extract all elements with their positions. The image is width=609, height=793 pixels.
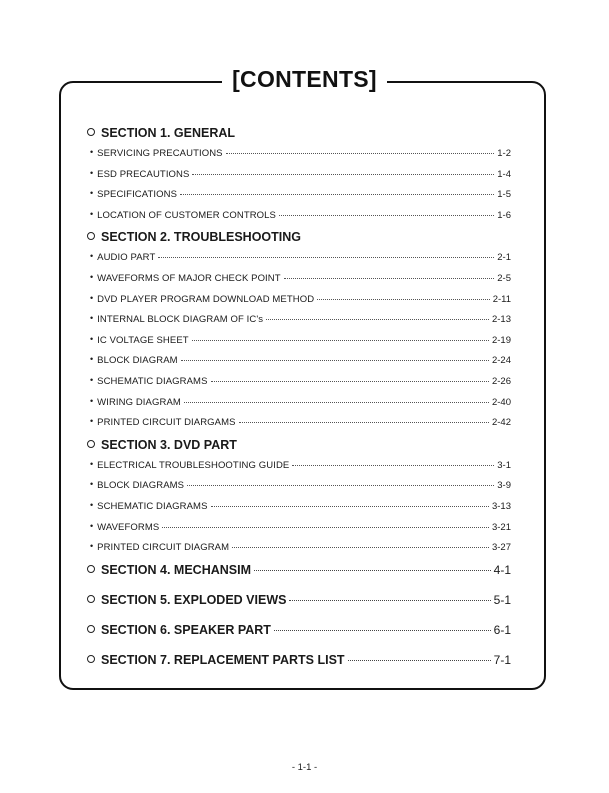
section-heading[interactable]: [87, 563, 511, 593]
bullet-dot-icon: •: [90, 416, 94, 427]
toc-entry-page: 2-26: [491, 375, 511, 387]
page-number: - 1-1 -: [291, 762, 318, 773]
section-title: SECTION 2. TROUBLESHOOTING: [101, 230, 302, 245]
toc-entry[interactable]: [87, 294, 511, 315]
bullet-dot-icon: •: [90, 167, 94, 178]
circle-bullet-icon: [87, 440, 95, 448]
toc-entry-page: 2-11: [492, 293, 511, 305]
section-title: SECTION 7. REPLACEMENT PARTS LIST: [101, 652, 345, 667]
circle-bullet-icon: [87, 232, 95, 240]
toc-entry-page: 1-4: [497, 168, 511, 180]
toc-entry-label: BLOCK DIAGRAMS: [97, 480, 185, 492]
toc-entry[interactable]: [87, 397, 511, 418]
toc-entry-label: PRINTED CIRCUIT DIAGRAM: [97, 542, 230, 554]
table-of-contents: [87, 126, 511, 683]
bullet-dot-icon: •: [90, 354, 94, 365]
dot-leader: [180, 194, 494, 195]
section-title: SECTION 1. GENERAL: [101, 126, 236, 140]
toc-entry-label: SCHEMATIC DIAGRAMS: [97, 500, 208, 512]
dot-leader: [211, 506, 489, 507]
toc-entry-page: 2-24: [491, 355, 511, 367]
toc-entry[interactable]: [87, 210, 511, 231]
toc-entry-label: WAVEFORMS: [97, 521, 160, 533]
toc-entry[interactable]: [87, 522, 511, 543]
dot-leader: [348, 660, 491, 661]
dot-leader: [211, 381, 489, 382]
bullet-dot-icon: •: [90, 313, 94, 324]
toc-entry-label: INTERNAL BLOCK DIAGRAM OF IC's: [97, 314, 264, 326]
toc-entry[interactable]: [87, 148, 511, 169]
bullet-dot-icon: •: [90, 292, 94, 303]
toc-entry[interactable]: [87, 273, 511, 294]
dot-leader: [158, 257, 494, 258]
toc-entry-label: AUDIO PART: [97, 252, 156, 264]
dot-leader: [239, 422, 489, 423]
section-heading[interactable]: [87, 623, 511, 653]
bullet-dot-icon: •: [90, 147, 94, 157]
dot-leader: [254, 570, 491, 571]
toc-entry-page: 1-5: [497, 189, 511, 201]
toc-entry[interactable]: [87, 314, 511, 335]
section-heading[interactable]: [87, 126, 511, 148]
toc-entry-page: 3-9: [497, 480, 511, 492]
dot-leader: [284, 278, 495, 279]
dot-leader: [181, 360, 489, 361]
toc-entry-page: 3-1: [497, 459, 511, 471]
toc-entry[interactable]: [87, 480, 511, 501]
bullet-dot-icon: •: [90, 188, 94, 199]
section-heading[interactable]: [87, 653, 511, 683]
toc-entry-page: 2-40: [491, 396, 511, 408]
page-title: [CONTENTS]: [222, 66, 387, 93]
bullet-dot-icon: •: [90, 499, 94, 510]
dot-leader: [279, 215, 494, 216]
circle-bullet-icon: [87, 655, 95, 663]
toc-entry[interactable]: [87, 189, 511, 210]
section-page: 4-1: [493, 562, 511, 577]
toc-entry-label: PRINTED CIRCUIT DIARGAMS: [97, 417, 236, 429]
bullet-dot-icon: •: [90, 395, 94, 406]
toc-entry-label: WIRING DIAGRAM: [97, 396, 181, 408]
bullet-dot-icon: •: [90, 374, 94, 385]
toc-entry-label: IC VOLTAGE SHEET: [97, 334, 189, 346]
toc-entry-label: SERVICING PRECAUTIONS: [97, 148, 223, 159]
dot-leader: [162, 527, 489, 528]
title-wrapper: [0, 66, 609, 93]
bullet-dot-icon: •: [90, 251, 94, 262]
toc-entry[interactable]: [87, 335, 511, 356]
section-title: SECTION 6. SPEAKER PART: [101, 622, 271, 637]
toc-entry[interactable]: [87, 417, 511, 438]
toc-entry-label: DVD PLAYER PROGRAM DOWNLOAD METHOD: [97, 293, 315, 305]
toc-entry[interactable]: [87, 542, 511, 563]
toc-entry-page: 2-13: [491, 314, 511, 326]
section-title: SECTION 4. MECHANSIM: [101, 562, 252, 577]
toc-entry-page: 3-13: [491, 500, 511, 512]
bullet-dot-icon: •: [90, 208, 94, 219]
toc-entry-label: ELECTRICAL TROUBLESHOOTING GUIDE: [97, 459, 290, 471]
toc-entry-page: 1-6: [497, 209, 511, 221]
toc-entry[interactable]: [87, 355, 511, 376]
dot-leader: [317, 299, 490, 300]
toc-entry-page: 2-42: [491, 417, 511, 429]
section-page: 5-1: [493, 592, 511, 607]
toc-entry-label: WAVEFORMS OF MAJOR CHECK POINT: [97, 272, 281, 284]
toc-entry-label: BLOCK DIAGRAM: [97, 355, 178, 367]
bullet-dot-icon: •: [90, 479, 94, 490]
dot-leader: [192, 174, 494, 175]
bullet-dot-icon: •: [90, 333, 94, 344]
dot-leader: [226, 153, 495, 154]
toc-entry[interactable]: [87, 460, 511, 481]
section-title: SECTION 5. EXPLODED VIEWS: [101, 592, 287, 607]
toc-entry-page: 3-27: [491, 542, 511, 554]
bullet-dot-icon: •: [90, 541, 94, 552]
toc-entry-label: SCHEMATIC DIAGRAMS: [97, 375, 208, 387]
circle-bullet-icon: [87, 128, 95, 136]
section-heading[interactable]: [87, 593, 511, 623]
bullet-dot-icon: •: [90, 520, 94, 531]
circle-bullet-icon: [87, 625, 95, 633]
dot-leader: [184, 402, 489, 403]
bullet-dot-icon: •: [90, 271, 94, 282]
dot-leader: [274, 630, 491, 631]
toc-entry-page: 1-2: [497, 148, 511, 159]
dot-leader: [192, 340, 489, 341]
toc-entry[interactable]: [87, 501, 511, 522]
section-heading[interactable]: [87, 230, 511, 252]
toc-entry-label: SPECIFICATIONS: [97, 189, 178, 201]
circle-bullet-icon: [87, 595, 95, 603]
section-heading[interactable]: [87, 438, 511, 460]
toc-entry-page: 2-1: [497, 252, 511, 264]
toc-entry[interactable]: [87, 169, 511, 190]
toc-entry[interactable]: [87, 252, 511, 273]
bullet-dot-icon: •: [90, 458, 94, 469]
toc-entry-page: 3-21: [491, 521, 511, 533]
dot-leader: [187, 485, 494, 486]
toc-entry-page: 2-5: [497, 272, 511, 284]
toc-entry[interactable]: [87, 376, 511, 397]
section-page: 6-1: [493, 622, 511, 637]
dot-leader: [266, 319, 489, 320]
section-title: SECTION 3. DVD PART: [101, 437, 237, 452]
dot-leader: [289, 600, 490, 601]
dot-leader: [232, 547, 489, 548]
dot-leader: [292, 465, 494, 466]
section-page: 7-1: [493, 652, 511, 667]
toc-entry-page: 2-19: [491, 334, 511, 346]
toc-entry-label: ESD PRECAUTIONS: [97, 168, 190, 180]
toc-entry-label: LOCATION OF CUSTOMER CONTROLS: [97, 209, 276, 221]
circle-bullet-icon: [87, 565, 95, 573]
